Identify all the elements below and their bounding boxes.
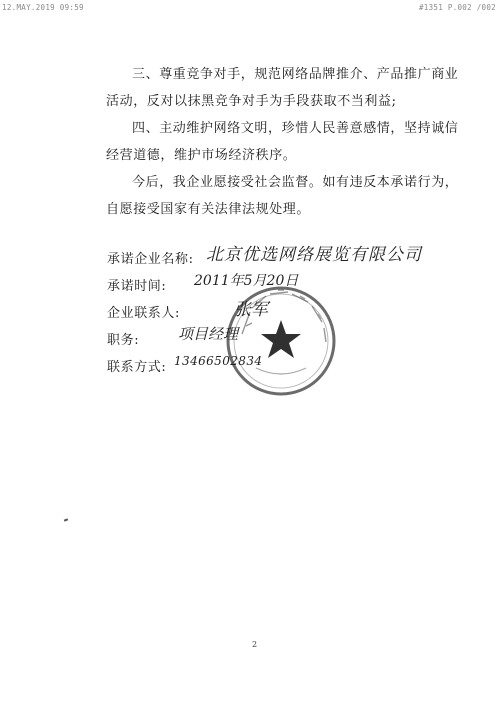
company-name-label: 承诺企业名称: <box>107 252 194 267</box>
position-handwritten: 项目经理 <box>178 325 239 343</box>
paragraph-4 <box>106 115 459 169</box>
closing-paragraph <box>106 169 459 223</box>
fax-header-right: #1351 P.002 /002 <box>418 3 496 12</box>
paragraph-3-line-2: 活动，反对以抹黑竞争对手为手段获取不当利益; <box>106 94 397 109</box>
paragraph-4-line-2: 经营道德，维护市场经济秩序。 <box>106 148 297 163</box>
contact-person-handwritten: 张军 <box>234 300 268 320</box>
closing-paragraph-line-2: 自愿接受国家有关法律法规处理。 <box>106 202 311 217</box>
paragraph-4-line-1: 四、主动维护网络文明，珍惜人民善意感情，坚持诚信 <box>132 121 459 136</box>
paragraph-3-line-1: 三、尊重竞争对手，规范网络品牌推介、产品推广商业 <box>132 67 459 82</box>
closing-paragraph-line-1: 今后，我企业愿接受社会监督。如有违反本承诺行为， <box>132 175 459 190</box>
commitment-date-label: 承诺时间: <box>107 279 167 294</box>
paragraph-3 <box>106 61 459 115</box>
contact-person-label: 企业联系人: <box>107 306 180 321</box>
phone-number-handwritten: 13466502834 <box>174 354 263 368</box>
page-number: 2 <box>252 640 258 649</box>
commitment-date-handwritten: 2011年5月20日 <box>194 273 299 289</box>
position-label: 职务: <box>107 333 140 348</box>
fax-header-left: 12.MAY.2019 09:59 <box>2 3 84 12</box>
scan-speck <box>64 518 68 521</box>
company-name-handwritten: 北京优选网络展览有限公司 <box>206 245 422 265</box>
contact-method-label: 联系方式: <box>107 360 167 375</box>
